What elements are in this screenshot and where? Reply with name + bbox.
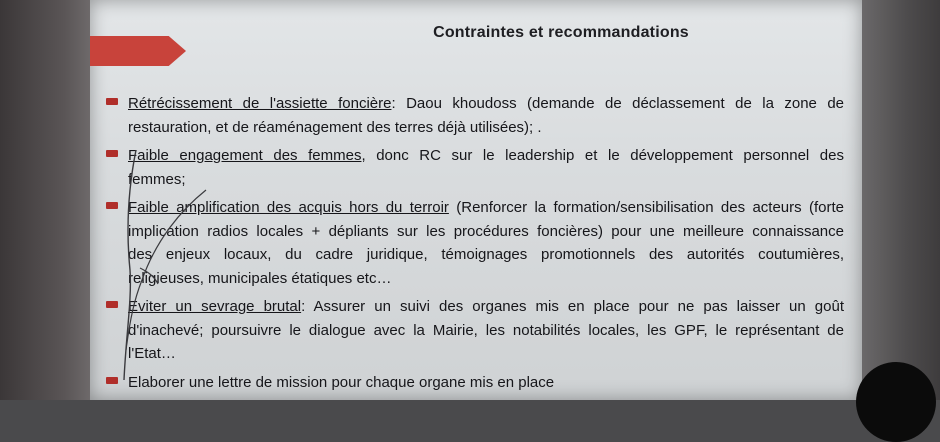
item-heading: Eviter un sevrage brutal	[128, 298, 302, 315]
item-line: femmes;	[128, 170, 186, 188]
item-line	[128, 144, 844, 168]
list-item	[104, 144, 844, 191]
item-text: , donc RC sur le leadership et le développement personnel des	[361, 147, 844, 164]
room-wall-right	[860, 0, 940, 400]
bullet-icon	[106, 98, 118, 105]
item-line: religieuses, municipales étatiques etc…	[128, 269, 392, 287]
item-heading: Faible engagement des femmes	[128, 147, 362, 164]
item-text: (Renforcer la formation/sensibilisation des acteurs (forte	[448, 199, 844, 216]
bullet-icon	[106, 202, 118, 209]
item-line: des enjeux locaux, du cadre juridique, témoignages promotionnels des autorités coutumières,	[128, 246, 844, 263]
list-item	[104, 295, 844, 366]
item-line	[128, 196, 844, 220]
item-line	[128, 92, 844, 116]
foreground-object	[856, 362, 936, 442]
projection-screen	[90, 0, 862, 400]
item-line	[128, 295, 844, 319]
item-line: d'inachevé; poursuivre le dialogue avec la Mairie, les notabilités locales, les GPF, le représentant de	[128, 321, 844, 339]
item-line: restauration, et de réaménagement des terres déjà utilisées); .	[128, 118, 542, 136]
list-item-cutoff	[104, 371, 844, 395]
item-heading: Rétrécissement de l'assiette foncière	[128, 95, 392, 112]
list-item	[104, 92, 844, 139]
slide-title: Contraintes et recommandations	[433, 24, 689, 41]
item-line: implication radios locales + dépliants sur les procédures foncières) pour une meilleure connaissance	[128, 222, 844, 240]
bullet-icon	[106, 377, 118, 384]
bullet-list	[104, 92, 844, 399]
item-text: : Assurer un suivi des organes mis en place pour ne pas laisser un goût	[301, 298, 844, 315]
list-item	[104, 196, 844, 290]
item-text: : Daou khoudoss (demande de déclassement de la zone de	[391, 95, 844, 112]
bullet-icon	[106, 301, 118, 308]
room-wall-left	[0, 0, 92, 400]
item-line: Elaborer une lettre de mission pour chaque organe mis en place	[128, 373, 555, 391]
bullet-icon	[106, 150, 118, 157]
item-heading: Faible amplification des acquis hors du terroir	[128, 199, 449, 216]
item-line: l'Etat…	[128, 345, 176, 362]
